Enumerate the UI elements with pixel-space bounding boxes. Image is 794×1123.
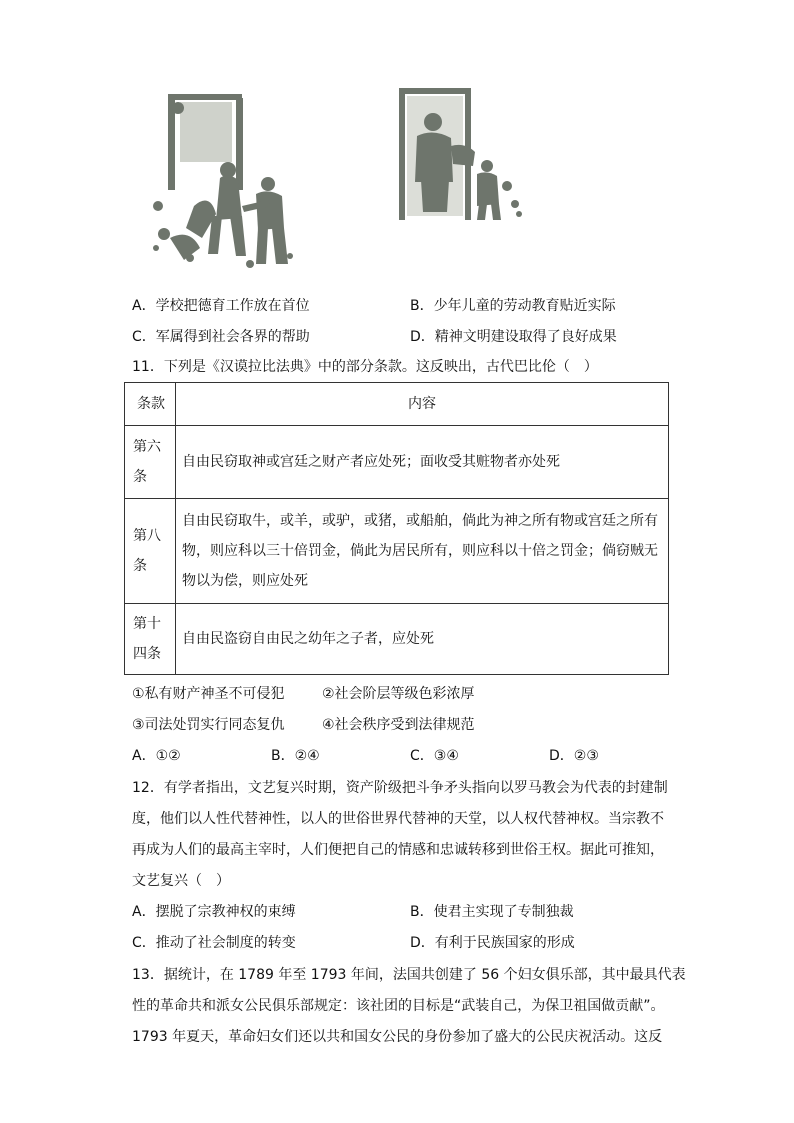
clause-cell <box>125 604 176 675</box>
q10-option-a[interactable]: A．学校把德育工作放在首位 <box>132 298 310 314</box>
q10-option-c[interactable]: C．军属得到社会各界的帮助 <box>132 329 310 345</box>
content-line: 自由民盗窃自由民之幼年之子者，应处死 <box>182 631 434 647</box>
q12-stem-line: 12．有学者指出，文艺复兴时期，资产阶级把斗争矛头指向以罗马教会为代表的封建制 <box>132 780 668 796</box>
q13-stem-line: 13．据统计，在 1789 年至 1793 年间，法国共创建了 56 个妇女俱乐部，其中最具代表 <box>132 967 686 983</box>
q12-stem-line: 度，他们以人性代替神性，以人的世俗世界代替神的天堂，以人权代替神权。当宗教不 <box>132 811 664 827</box>
q12-option-b[interactable]: B．使君主实现了专制独裁 <box>410 904 574 920</box>
content-line: 自由民窃取神或宫廷之财产者应处死；面收受其赃物者亦处死 <box>182 454 560 470</box>
table-row <box>125 499 669 604</box>
header-content: 内容 <box>176 383 669 426</box>
content-line: 物，则应科以三十倍罚金，倘此为居民所有，则应科以十倍之罚金；倘窃贼无 <box>182 543 658 559</box>
content-cell <box>176 426 669 499</box>
q10-option-d[interactable]: D．精神文明建设取得了良好成果 <box>410 329 617 345</box>
law-table <box>124 382 669 675</box>
q11-option-d[interactable]: D．②③ <box>549 748 599 764</box>
clause-line: 四条 <box>133 646 161 662</box>
clause-line: 条 <box>133 469 147 485</box>
q12-stem-line: 再成为人们的最高主宰时，人们便把自己的情感和忠诚转移到世俗王权。据此可推知， <box>132 842 664 858</box>
clause-line: 第八 <box>133 528 161 544</box>
illustration-right <box>395 86 525 222</box>
q11-statement-1: ①私有财产神圣不可侵犯 <box>132 686 285 702</box>
q11-option-c[interactable]: C．③④ <box>410 748 459 764</box>
clause-cell <box>125 426 176 499</box>
clause-line: 条 <box>133 558 147 574</box>
q10-option-b[interactable]: B．少年儿童的劳动教育贴近实际 <box>410 298 616 314</box>
content-cell <box>176 499 669 604</box>
q13-stem-line: 性的革命共和派女公民俱乐部规定：该社团的目标是“武装自己，为保卫祖国做贡献”。 <box>132 998 665 1014</box>
q11-statement-4: ④社会秩序受到法律规范 <box>322 717 475 733</box>
table-row <box>125 604 669 675</box>
clause-line: 第十 <box>133 616 161 632</box>
q11-statement-3: ③司法处罚实行同态复仇 <box>132 717 285 733</box>
q12-stem-line: 文艺复兴（ ） <box>132 873 230 889</box>
clause-line: 第六 <box>133 439 161 455</box>
q13-stem-line: 1793 年夏天，革命妇女们还以共和国女公民的身份参加了盛大的公民庆祝活动。这反 <box>132 1029 663 1045</box>
q12-option-a[interactable]: A．摆脱了宗教神权的束缚 <box>132 904 296 920</box>
q12-option-d[interactable]: D．有利于民族国家的形成 <box>410 935 575 951</box>
content-cell <box>176 604 669 675</box>
q12-option-c[interactable]: C．推动了社会制度的转变 <box>132 935 296 951</box>
q11-stem: 11．下列是《汉谟拉比法典》中的部分条款。这反映出，古代巴比伦（ ） <box>132 359 598 375</box>
illustration-left <box>150 88 300 270</box>
content-line: 物以为偿，则应处死 <box>182 573 308 589</box>
q11-option-a[interactable]: A．①② <box>132 748 181 764</box>
content-line: 自由民窃取牛，或羊，或驴，或猪，或船舶，倘此为神之所有物或宫廷之所有 <box>182 513 658 529</box>
table-row <box>125 426 669 499</box>
q11-option-b[interactable]: B．②④ <box>271 748 320 764</box>
q11-statement-2: ②社会阶层等级色彩浓厚 <box>322 686 475 702</box>
table-header-row <box>125 383 669 426</box>
clause-cell <box>125 499 176 604</box>
header-clause: 条款 <box>125 383 176 426</box>
